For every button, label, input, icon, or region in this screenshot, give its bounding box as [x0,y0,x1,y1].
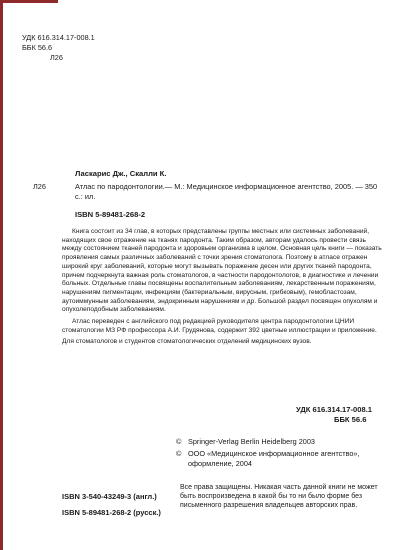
bib-authors: Ласкарис Дж., Скалли К. [75,169,167,178]
header-code: Л26 [50,53,63,62]
copyright-row [176,437,386,446]
page-frame-left-rule [0,0,3,550]
copyright-row [176,449,386,468]
annotation-audience: Для стоматологов и студентов стоматологических отделений медицинских вузов. [62,338,312,346]
classification-udk: УДК 616.314.17-008.1 [296,405,373,414]
copyright-icon: © [176,449,182,459]
bib-description: Атлас по пародонтологии.— М.: Медицинское информационное агентство, 2005. — 350 с.: ил. [75,182,378,201]
copyright-line: ООО «Медицинское информационное агентство», оформление, 2004 [188,449,360,468]
annotation-paragraph: Книга состоит из 34 глав, в которых представлены группы местных или системных заболеваний, находящих свое отражение на тканях пародонта. Таким образом, авторам удалось провести связь между состоянием тканей пародонта и здоровьем организма в целом. Основная цель книги — показать проявления самых различных заболеваний с точки зрения стоматолога. Поэтому в атласе отражен широкий круг заболеваний, которые могут вызывать поражение десен или других тканей пародонта, причем подчеркнута важная роль стоматологов, в частности пародонтологов, в диагностике и лечении больных. Отдельные главы посвящены воспалительным заболеваниям, лекарственным поражениям, нарушениям пигментации, инфекциям (бактериальным, вирусным, грибковым), гемобластозам, аутоиммунным заболеваниям, эндокринным нарушениям и др. Большой раздел посвящен опухолям и опухолеподобным заболеваниям. [62,228,382,314]
isbn-english: ISBN 3-540-43249-3 (англ.) [62,492,157,501]
header-bbk: ББК 56.6 [22,43,53,52]
page-frame-top-rule [0,0,58,3]
bib-isbn: ISBN 5-89481-268-2 [75,210,146,219]
copyright-icon: © [176,437,182,446]
bib-code: Л26 [33,182,46,191]
annotation-paragraph: Атлас переведен с английского под редакцией руководителя центра пародонтологии ЦНИИ стоматологии МЗ РФ профессора А.И. Грудянова, содержит 392 цветные иллюстрации и приложение. [62,318,377,334]
copyright-block [176,437,386,468]
isbn-russian: ISBN 5-89481-268-2 (русск.) [62,508,161,517]
isbn-list [62,489,161,521]
rights-notice: Все права защищены. Никакая часть данной книги не может быть воспроизведена в какой бы то ни было форме без письменного разрешения владельцев авторских прав. [180,484,378,509]
classification-bbk: ББК 56.6 [334,415,367,424]
copyright-line: Springer-Verlag Berlin Heidelberg 2003 [188,437,315,446]
header-udk: УДК 616.314.17-008.1 [22,33,95,42]
annotation [62,228,382,350]
